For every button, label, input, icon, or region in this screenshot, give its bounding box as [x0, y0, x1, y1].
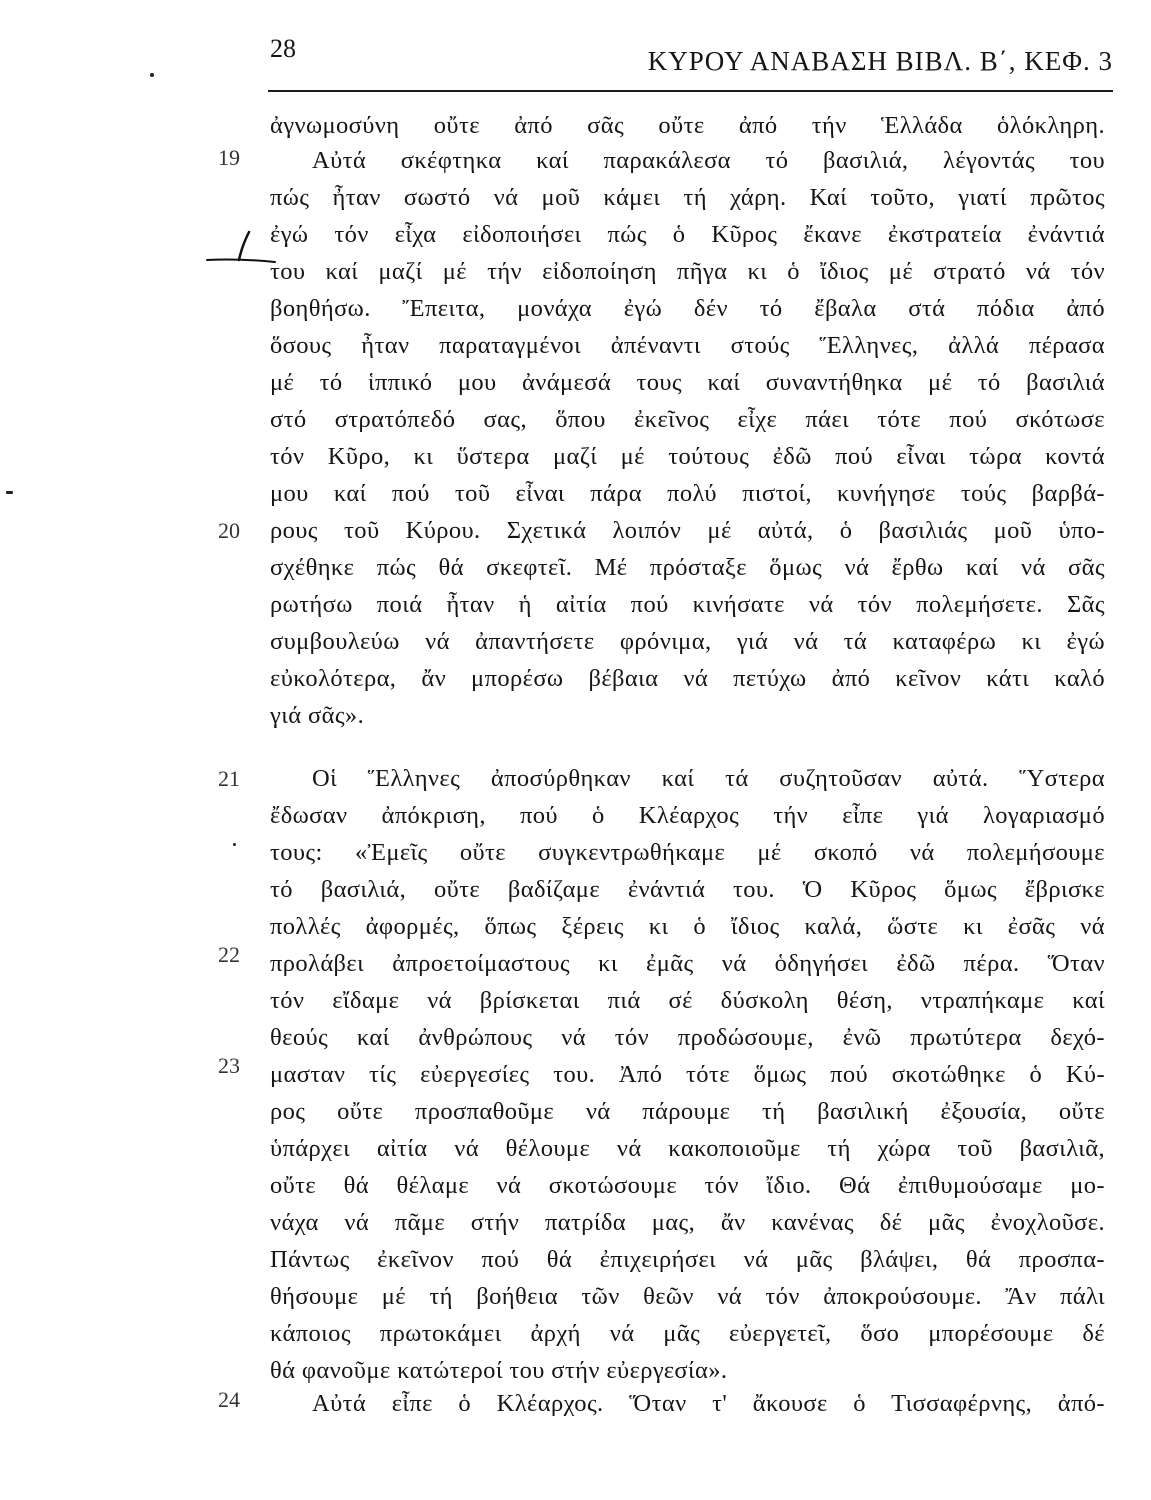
- text-line: ὅσους ἦταν παραταγμένοι ἀπέναντι στούς Ἕλληνες, ἀλλά πέρασα: [270, 332, 1105, 359]
- text-line: συμβουλεύω νά ἀπαντήσετε φρόνιμα, γιά νά τά καταφέρω κι ἐγώ: [270, 628, 1105, 655]
- text-line: τόν Κῦρο, κι ὕστερα μαζί μέ τούτους ἐδῶ πού εἶναι τώρα κοντά: [270, 443, 1105, 470]
- margin-speck: [233, 843, 236, 846]
- text-line: ρος οὔτε προσπαθοῦμε νά πάρουμε τή βασιλική ἐξουσία, οὔτε: [270, 1098, 1105, 1125]
- text-line: Αὐτά εἶπε ὁ Κλέαρχος. Ὅταν τ' ἄκουσε ὁ Τισσαφέρνης, ἀπό-: [312, 1390, 1105, 1417]
- text-line: μασταν τίς εὐεργεσίες του. Ἀπό τότε ὅμως πού σκοτώθηκε ὁ Κύ-: [270, 1061, 1105, 1088]
- text-line: τό βασιλιά, οὔτε βαδίζαμε ἐνάντιά του. Ὁ Κῦρος ὅμως ἔβρισκε: [270, 876, 1105, 903]
- margin-number: 23: [218, 1053, 240, 1078]
- text-line: Πάντως ἐκεῖνον πού θά ἐπιχειρήσει νά μᾶς βλάψει, θά προσπα-: [270, 1246, 1105, 1273]
- header-rule: [268, 90, 1113, 92]
- text-line: προλάβει ἀπροετοίμαστους κι ἐμᾶς νά ὁδηγήσει ἐδῶ πέρα. Ὅταν: [270, 950, 1105, 977]
- text-line: γιά σᾶς».: [270, 702, 365, 729]
- text-line: θήσουμε μέ τή βοήθεια τῶν θεῶν νά τόν ἀποκρούσουμε. Ἄν πάλι: [270, 1283, 1105, 1310]
- text-line: θεούς καί ἀνθρώπους νά τόν προδώσουμε, ἐνῶ πρωτύτερα δεχό-: [270, 1024, 1105, 1051]
- text-line: του καί μαζί μέ τήν εἰδοποίηση πῆγα κι ὁ ἴδιος μέ στρατό νά τόν: [270, 258, 1105, 285]
- text-line: εὐκολότερα, ἄν μπορέσω βέβαια νά πετύχω ἀπό κεῖνον κάτι καλό: [270, 665, 1105, 692]
- text-line: σχέθηκε πώς θά σκεφτεῖ. Μέ πρόσταξε ὅμως νά ἔρθω καί νά σᾶς: [270, 554, 1105, 581]
- page-number: 28: [270, 34, 296, 63]
- text-line: στό στρατόπεδό σας, ὅπου ἐκεῖνος εἶχε πάει τότε πού σκότωσε: [270, 406, 1105, 433]
- text-line: μου καί πού τοῦ εἶναι πάρα πολύ πιστοί, κυνήγησε τούς βαρβά-: [270, 480, 1105, 507]
- text-line: πολλές ἀφορμές, ὅπως ξέρεις κι ὁ ἴδιος καλά, ὥστε κι ἐσᾶς νά: [270, 913, 1105, 940]
- text-line: τους: «Ἐμεῖς οὔτε συγκεντρωθήκαμε μέ σκοπό νά πολεμήσουμε: [270, 839, 1105, 866]
- text-line: ἐγώ τόν εἶχα εἰδοποιήσει πώς ὁ Κῦρος ἔκανε ἐκστρατεία ἐνάντιά: [270, 221, 1105, 248]
- text-line: μέ τό ἱππικό μου ἀνάμεσά τους καί συναντήθηκα μέ τό βασιλιά: [270, 369, 1105, 396]
- text-line: ὑπάρχει αἰτία νά θέλουμε νά κακοποιοῦμε τή χώρα τοῦ βασιλιᾶ,: [270, 1135, 1105, 1162]
- text-line: Οἱ Ἕλληνες ἀποσύρθηκαν καί τά συζητοῦσαν αὐτά. Ὕστερα: [312, 765, 1105, 792]
- text-line: Αὐτά σκέφτηκα καί παρακάλεσα τό βασιλιά, λέγοντάς του: [312, 147, 1105, 174]
- text-line: νάχα νά πᾶμε στήν πατρίδα μας, ἄν κανένας δέ μᾶς ἐνοχλοῦσε.: [270, 1209, 1105, 1236]
- margin-number: 24: [218, 1387, 240, 1412]
- margin-number: 19: [218, 145, 240, 170]
- text-line: ἀγνωμοσύνη οὔτε ἀπό σᾶς οὔτε ἀπό τήν Ἑλλάδα ὁλόκληρη.: [270, 112, 1105, 139]
- text-line: οὔτε θά θέλαμε νά σκοτώσουμε τόν ἴδιο. Θά ἐπιθυμούσαμε μο-: [270, 1172, 1105, 1199]
- text-line: ἔδωσαν ἀπόκριση, πού ὁ Κλέαρχος τήν εἶπε γιά λογαριασμό: [270, 802, 1105, 829]
- margin-number: 21: [218, 766, 240, 791]
- text-line: κάποιος πρωτοκάμει ἀρχή νά μᾶς εὐεργετεῖ, ὅσο μπορέσουμε δέ: [270, 1320, 1105, 1347]
- text-line: τόν εἴδαμε νά βρίσκεται πιά σέ δύσκολη θέση, ντραπήκαμε καί: [270, 987, 1105, 1014]
- text-line: βοηθήσω. Ἔπειτα, μονάχα ἐγώ δέν τό ἔβαλα στά πόδια ἀπό: [270, 295, 1105, 322]
- margin-speck: [6, 491, 13, 494]
- running-head: ΚΥΡΟΥ ΑΝΑΒΑΣΗ ΒΙΒΛ. Β΄, ΚΕΦ. 3: [647, 46, 1113, 76]
- margin-number: 20: [218, 518, 240, 543]
- margin-number: 22: [218, 942, 240, 967]
- text-line: πώς ἦταν σωστό νά μοῦ κάμει τή χάρη. Καί τοῦτο, γιατί πρῶτος: [270, 184, 1105, 211]
- text-line: ρωτήσω ποιά ἦταν ἡ αἰτία πού κινήσατε νά τόν πολεμήσετε. Σᾶς: [270, 591, 1105, 618]
- text-line: ρους τοῦ Κύρου. Σχετικά λοιπόν μέ αὐτά, ὁ βασιλιάς μοῦ ὑπο-: [270, 517, 1105, 544]
- text-line: θά φανοῦμε κατώτεροί του στήν εὐεργεσία».: [270, 1357, 728, 1384]
- margin-speck: [150, 73, 154, 77]
